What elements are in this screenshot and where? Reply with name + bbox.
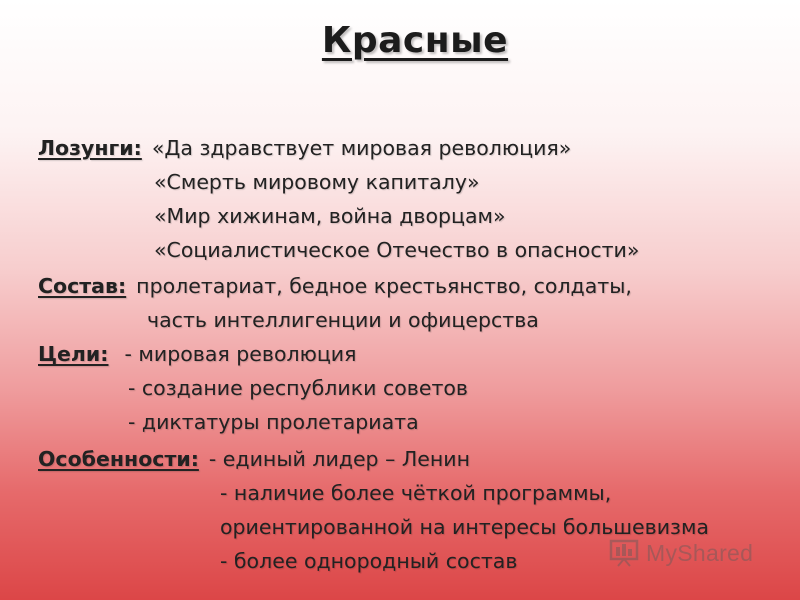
slogan-item: «Смерть мировому капиталу» [154, 170, 480, 194]
feature-item: ориентированной на интересы большевизма [220, 515, 709, 539]
watermark [608, 538, 753, 568]
composition-label: Состав: [38, 274, 127, 298]
goals-row [38, 344, 356, 365]
goals-label: Цели: [38, 342, 109, 366]
watermark-text: MyShared [646, 539, 754, 566]
composition-row [38, 276, 632, 297]
goal-item: - создание республики советов [128, 376, 469, 400]
feature-item: - наличие более чёткой программы, [220, 481, 612, 505]
slogans-row [38, 138, 571, 159]
feature-item: - единый лидер – Ленин [208, 447, 471, 471]
slogan-item: «Мир хижинам, война дворцам» [154, 204, 506, 228]
goal-item: - диктатуры пролетариата [128, 410, 419, 434]
myshared-logo-icon [608, 538, 642, 568]
slogan-item: «Да здравствует мировая революция» [151, 136, 572, 160]
slide-title: Красные [321, 20, 509, 61]
composition-item: часть интеллигенции и офицерства [147, 308, 539, 332]
slogan-item: «Социалистическое Отечество в опасности» [154, 238, 640, 262]
composition-item: пролетариат, бедное крестьянство, солдаты, [136, 274, 632, 298]
features-label: Особенности: [38, 447, 199, 471]
slogans-label: Лозунги: [38, 136, 142, 160]
features-row [38, 449, 470, 470]
feature-item: - более однородный состав [220, 549, 518, 573]
goal-item: - мировая революция [124, 342, 357, 366]
